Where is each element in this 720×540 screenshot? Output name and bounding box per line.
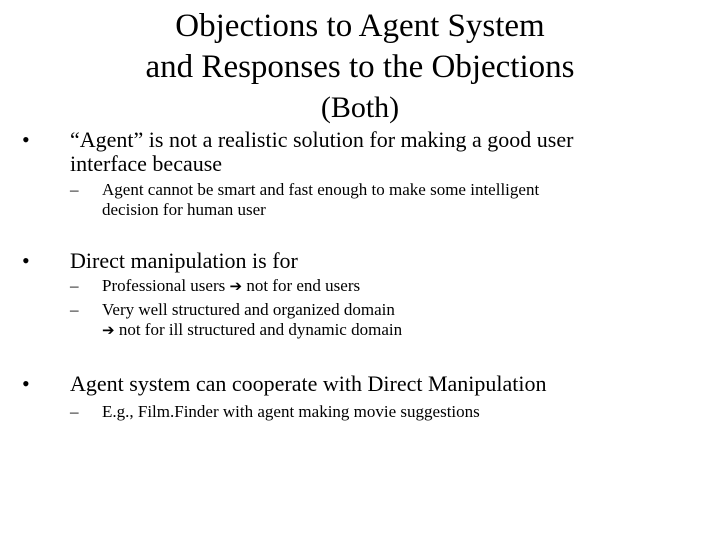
- bullet-3-sub-1-dash: –: [70, 402, 79, 421]
- bullet-2-sub-1-dash: –: [70, 276, 79, 295]
- bullet-2-sub-2-dash: –: [70, 300, 79, 319]
- bullet-1-sub-1-line-2: decision for human user: [102, 200, 266, 219]
- bullet-1-glyph: •: [22, 127, 30, 152]
- right-arrow-icon: ➔: [102, 321, 115, 339]
- bullet-2-sub-1-line: [70, 276, 670, 296]
- bullet-1-sub-1-dash: –: [70, 180, 79, 199]
- bullet-3-text-line-1: Agent system can cooperate with Direct Manipulation: [70, 371, 547, 396]
- bullet-1-sub-1-line-1: Agent cannot be smart and fast enough to make some intelligent: [102, 180, 540, 199]
- bullet-3-sub-1: [70, 402, 670, 422]
- bullet-2: [22, 249, 682, 273]
- bullet-3-glyph: •: [22, 371, 30, 396]
- bullet-3-sub-1-line-1: E.g., Film.Finder with agent making movie suggestions: [102, 402, 480, 421]
- bullet-1-text-line-2: interface because: [70, 151, 223, 176]
- bullet-2-sub-1-part-1: Professional users: [102, 276, 226, 295]
- bullet-2-sub-2-line-2-wrapper: [70, 320, 670, 340]
- bullet-2-sub-2: [70, 300, 670, 340]
- bullet-2-text-line-1: Direct manipulation is for: [70, 248, 298, 273]
- title-line-2: and Responses to the Objections: [145, 49, 575, 85]
- bullet-2-sub-1: [70, 276, 670, 296]
- title-line-1: Objections to Agent System: [175, 8, 545, 44]
- bullet-2-glyph: •: [22, 248, 30, 273]
- bullet-2-sub-2-line-1: Very well structured and organized domain: [102, 300, 395, 319]
- bullet-2-sub-1-part-2: not for end users: [246, 276, 361, 295]
- title-line-3: (Both): [320, 91, 400, 124]
- right-arrow-icon: ➔: [229, 277, 243, 295]
- bullet-1-text-line-1: “Agent” is not a realistic solution for making a good user: [70, 127, 574, 152]
- slide-title-continued: [0, 47, 720, 87]
- bullet-3: [22, 372, 682, 396]
- bullet-1: [22, 128, 682, 176]
- slide-title-subtitle: [0, 88, 720, 128]
- bullet-1-sub-1: [70, 180, 670, 220]
- slide-title: [0, 6, 720, 46]
- bullet-2-sub-2-line-2: not for ill structured and dynamic domain: [118, 320, 403, 339]
